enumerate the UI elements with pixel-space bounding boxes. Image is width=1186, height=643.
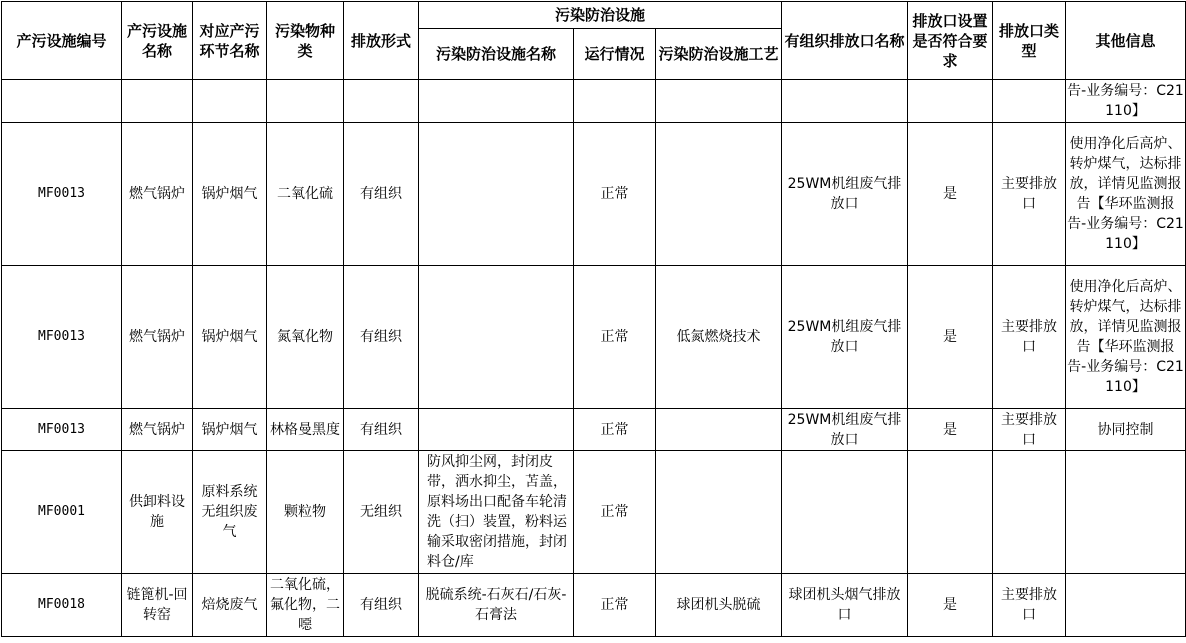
- outlet-type-cell: 主要排放口: [993, 574, 1066, 637]
- form-cell: 有组织: [344, 574, 419, 637]
- status-cell: 正常: [574, 409, 656, 451]
- pollutant-cell: 二氧化硫，氟化物，二噁: [267, 574, 344, 637]
- outlet-cell: 25WM机组废气排放口: [782, 123, 908, 266]
- header-outlet-type: 排放口类型: [993, 2, 1066, 80]
- compliant-cell: 是: [908, 409, 993, 451]
- outlet-type-cell: 主要排放口: [993, 409, 1066, 451]
- pollution-facility-table: [1, 1, 1186, 637]
- header-outlet: 有组织排放口名称: [782, 2, 908, 80]
- header-pollutant: 污染物种类: [267, 2, 344, 80]
- table-row: [2, 266, 1186, 409]
- facility-id-cell: MF0013: [2, 266, 122, 409]
- other-info-cell: 使用净化后高炉、转炉煤气，达标排放，详情见监测报告【华环监测报告-业务编号：C21110】: [1066, 123, 1186, 266]
- compliant-cell: [908, 451, 993, 574]
- header-facility-id: 产污设施编号: [2, 2, 122, 80]
- form-cell: 有组织: [344, 123, 419, 266]
- other-info-cell: 使用净化后高炉、转炉煤气，达标排放，详情见监测报告【华环监测报告-业务编号：C21110】: [1066, 266, 1186, 409]
- stage-cell: 锅炉烟气: [193, 123, 267, 266]
- status-cell: 正常: [574, 451, 656, 574]
- control-name-cell: 防风抑尘网，封闭皮带，洒水抑尘，苫盖，原料场出口配备车轮清洗（扫）装置，粉料运输采取密闭措施，封闭料仓/库: [419, 451, 574, 574]
- facility-id-cell: MF0013: [2, 123, 122, 266]
- outlet-type-cell: 主要排放口: [993, 266, 1066, 409]
- table-row: [2, 123, 1186, 266]
- status-cell: 正常: [574, 123, 656, 266]
- process-cell: 球团机头脱硫: [656, 574, 782, 637]
- outlet-cell: 25WM机组废气排放口: [782, 266, 908, 409]
- facility-name-cell: 链篦机-回转窑: [122, 574, 193, 637]
- facility-name-cell: 燃气锅炉: [122, 123, 193, 266]
- pollutant-cell: 氮氧化物: [267, 266, 344, 409]
- process-cell: [656, 409, 782, 451]
- table-row: [2, 451, 1186, 574]
- outlet-cell: 25WM机组废气排放口: [782, 409, 908, 451]
- other-info-cell: [1066, 451, 1186, 574]
- header-control-name: 污染防治设施名称: [419, 29, 574, 80]
- outlet-cell: 球团机头烟气排放口: [782, 574, 908, 637]
- control-name-cell: 脱硫系统-石灰石/石灰-石膏法: [419, 574, 574, 637]
- table-row: [2, 409, 1186, 451]
- header-stage: 对应产污环节名称: [193, 2, 267, 80]
- compliant-cell: 是: [908, 123, 993, 266]
- header-compliant: 排放口设置是否符合要求: [908, 2, 993, 80]
- other-info-cell: 协同控制: [1066, 409, 1186, 451]
- header-row-1: [2, 2, 1186, 29]
- header-other-info: 其他信息: [1066, 2, 1186, 80]
- outlet-type-cell: 主要排放口: [993, 123, 1066, 266]
- other-info-cell: 告-业务编号：C21110】: [1067, 83, 1184, 119]
- control-name-cell: [419, 409, 574, 451]
- header-form: 排放形式: [344, 2, 419, 80]
- facility-id-cell: MF0013: [2, 409, 122, 451]
- outlet-type-cell: [993, 451, 1066, 574]
- pollutant-cell: 颗粒物: [267, 451, 344, 574]
- header-facility-name: 产污设施名称: [122, 2, 193, 80]
- stage-cell: 锅炉烟气: [193, 266, 267, 409]
- facility-name-cell: 燃气锅炉: [122, 266, 193, 409]
- process-cell: 低氮燃烧技术: [656, 266, 782, 409]
- control-name-cell: [419, 123, 574, 266]
- facility-id-cell: MF0001: [2, 451, 122, 574]
- facility-name-cell: 供卸料设施: [122, 451, 193, 574]
- other-info-cell: [1066, 574, 1186, 637]
- stage-cell: 焙烧废气: [193, 574, 267, 637]
- compliant-cell: 是: [908, 574, 993, 637]
- status-cell: 正常: [574, 574, 656, 637]
- facility-id-cell: MF0018: [2, 574, 122, 637]
- process-cell: [656, 451, 782, 574]
- pollutant-cell: 二氧化硫: [267, 123, 344, 266]
- compliant-cell: 是: [908, 266, 993, 409]
- facility-name-cell: 燃气锅炉: [122, 409, 193, 451]
- form-cell: 无组织: [344, 451, 419, 574]
- form-cell: 有组织: [344, 266, 419, 409]
- header-status: 运行情况: [574, 29, 656, 80]
- form-cell: 有组织: [344, 409, 419, 451]
- table-row-partial: [2, 80, 1186, 123]
- header-control-group: 污染防治设施: [419, 2, 782, 29]
- stage-cell: 原料系统无组织废气: [193, 451, 267, 574]
- status-cell: 正常: [574, 266, 656, 409]
- outlet-cell: [782, 451, 908, 574]
- header-process: 污染防治设施工艺: [656, 29, 782, 80]
- stage-cell: 锅炉烟气: [193, 409, 267, 451]
- pollutant-cell: 林格曼黑度: [267, 409, 344, 451]
- control-name-cell: [419, 266, 574, 409]
- table-row: [2, 574, 1186, 637]
- process-cell: [656, 123, 782, 266]
